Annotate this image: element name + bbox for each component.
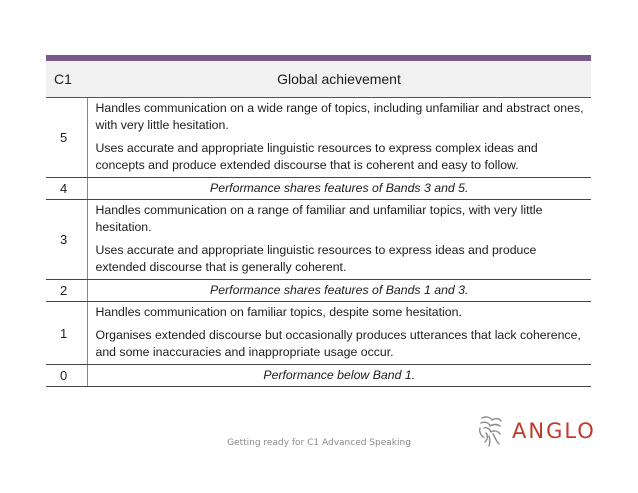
band-description (87, 302, 591, 365)
logo-wordmark: ANGLO (512, 419, 596, 443)
band-description (87, 200, 591, 280)
band-description: Performance below Band 1. (87, 365, 591, 387)
table-row (46, 178, 591, 200)
band-description (87, 98, 591, 178)
band-number: 3 (46, 200, 87, 280)
table-row (46, 98, 591, 178)
table-header-row (46, 58, 591, 98)
assessment-scale-table (46, 55, 591, 387)
global-achievement-header: Global achievement (87, 58, 591, 98)
band-number: 1 (46, 302, 87, 365)
band-description: Performance shares features of Bands 1 and 3. (87, 280, 591, 302)
band-description: Performance shares features of Bands 3 and 5. (87, 178, 591, 200)
descriptor-text: Organises extended discourse but occasionally produces utterances that lack coherence, and some inaccuracies and inappropriate usage occur. (95, 328, 581, 359)
descriptor-text: Uses accurate and appropriate linguistic resources to express ideas and produce extended discourse that is generally coherent. (95, 243, 537, 274)
band-number: 0 (46, 365, 87, 387)
table-row (46, 302, 591, 365)
table-row (46, 200, 591, 280)
descriptor-text: Handles communication on a range of familiar and unfamiliar topics, with very little hesitation. (95, 203, 543, 234)
table-row (46, 280, 591, 302)
table-row (46, 365, 591, 387)
level-header: C1 (46, 58, 87, 98)
band-number: 2 (46, 280, 87, 302)
slide-footer: Getting ready for C1 Advanced Speaking (227, 438, 411, 448)
band-number: 4 (46, 178, 87, 200)
band-number: 5 (46, 98, 87, 178)
lion-crest-icon (476, 414, 506, 448)
descriptor-text: Handles communication on a wide range of topics, including unfamiliar and abstract ones, with very little hesitation. (95, 101, 584, 132)
descriptor-text: Handles communication on familiar topics, despite some hesitation. (95, 305, 462, 319)
anglo-logo (476, 412, 596, 450)
descriptor-text: Uses accurate and appropriate linguistic resources to express complex ideas and concepts and produce extended discourse that is coherent and easy to follow. (95, 141, 538, 172)
